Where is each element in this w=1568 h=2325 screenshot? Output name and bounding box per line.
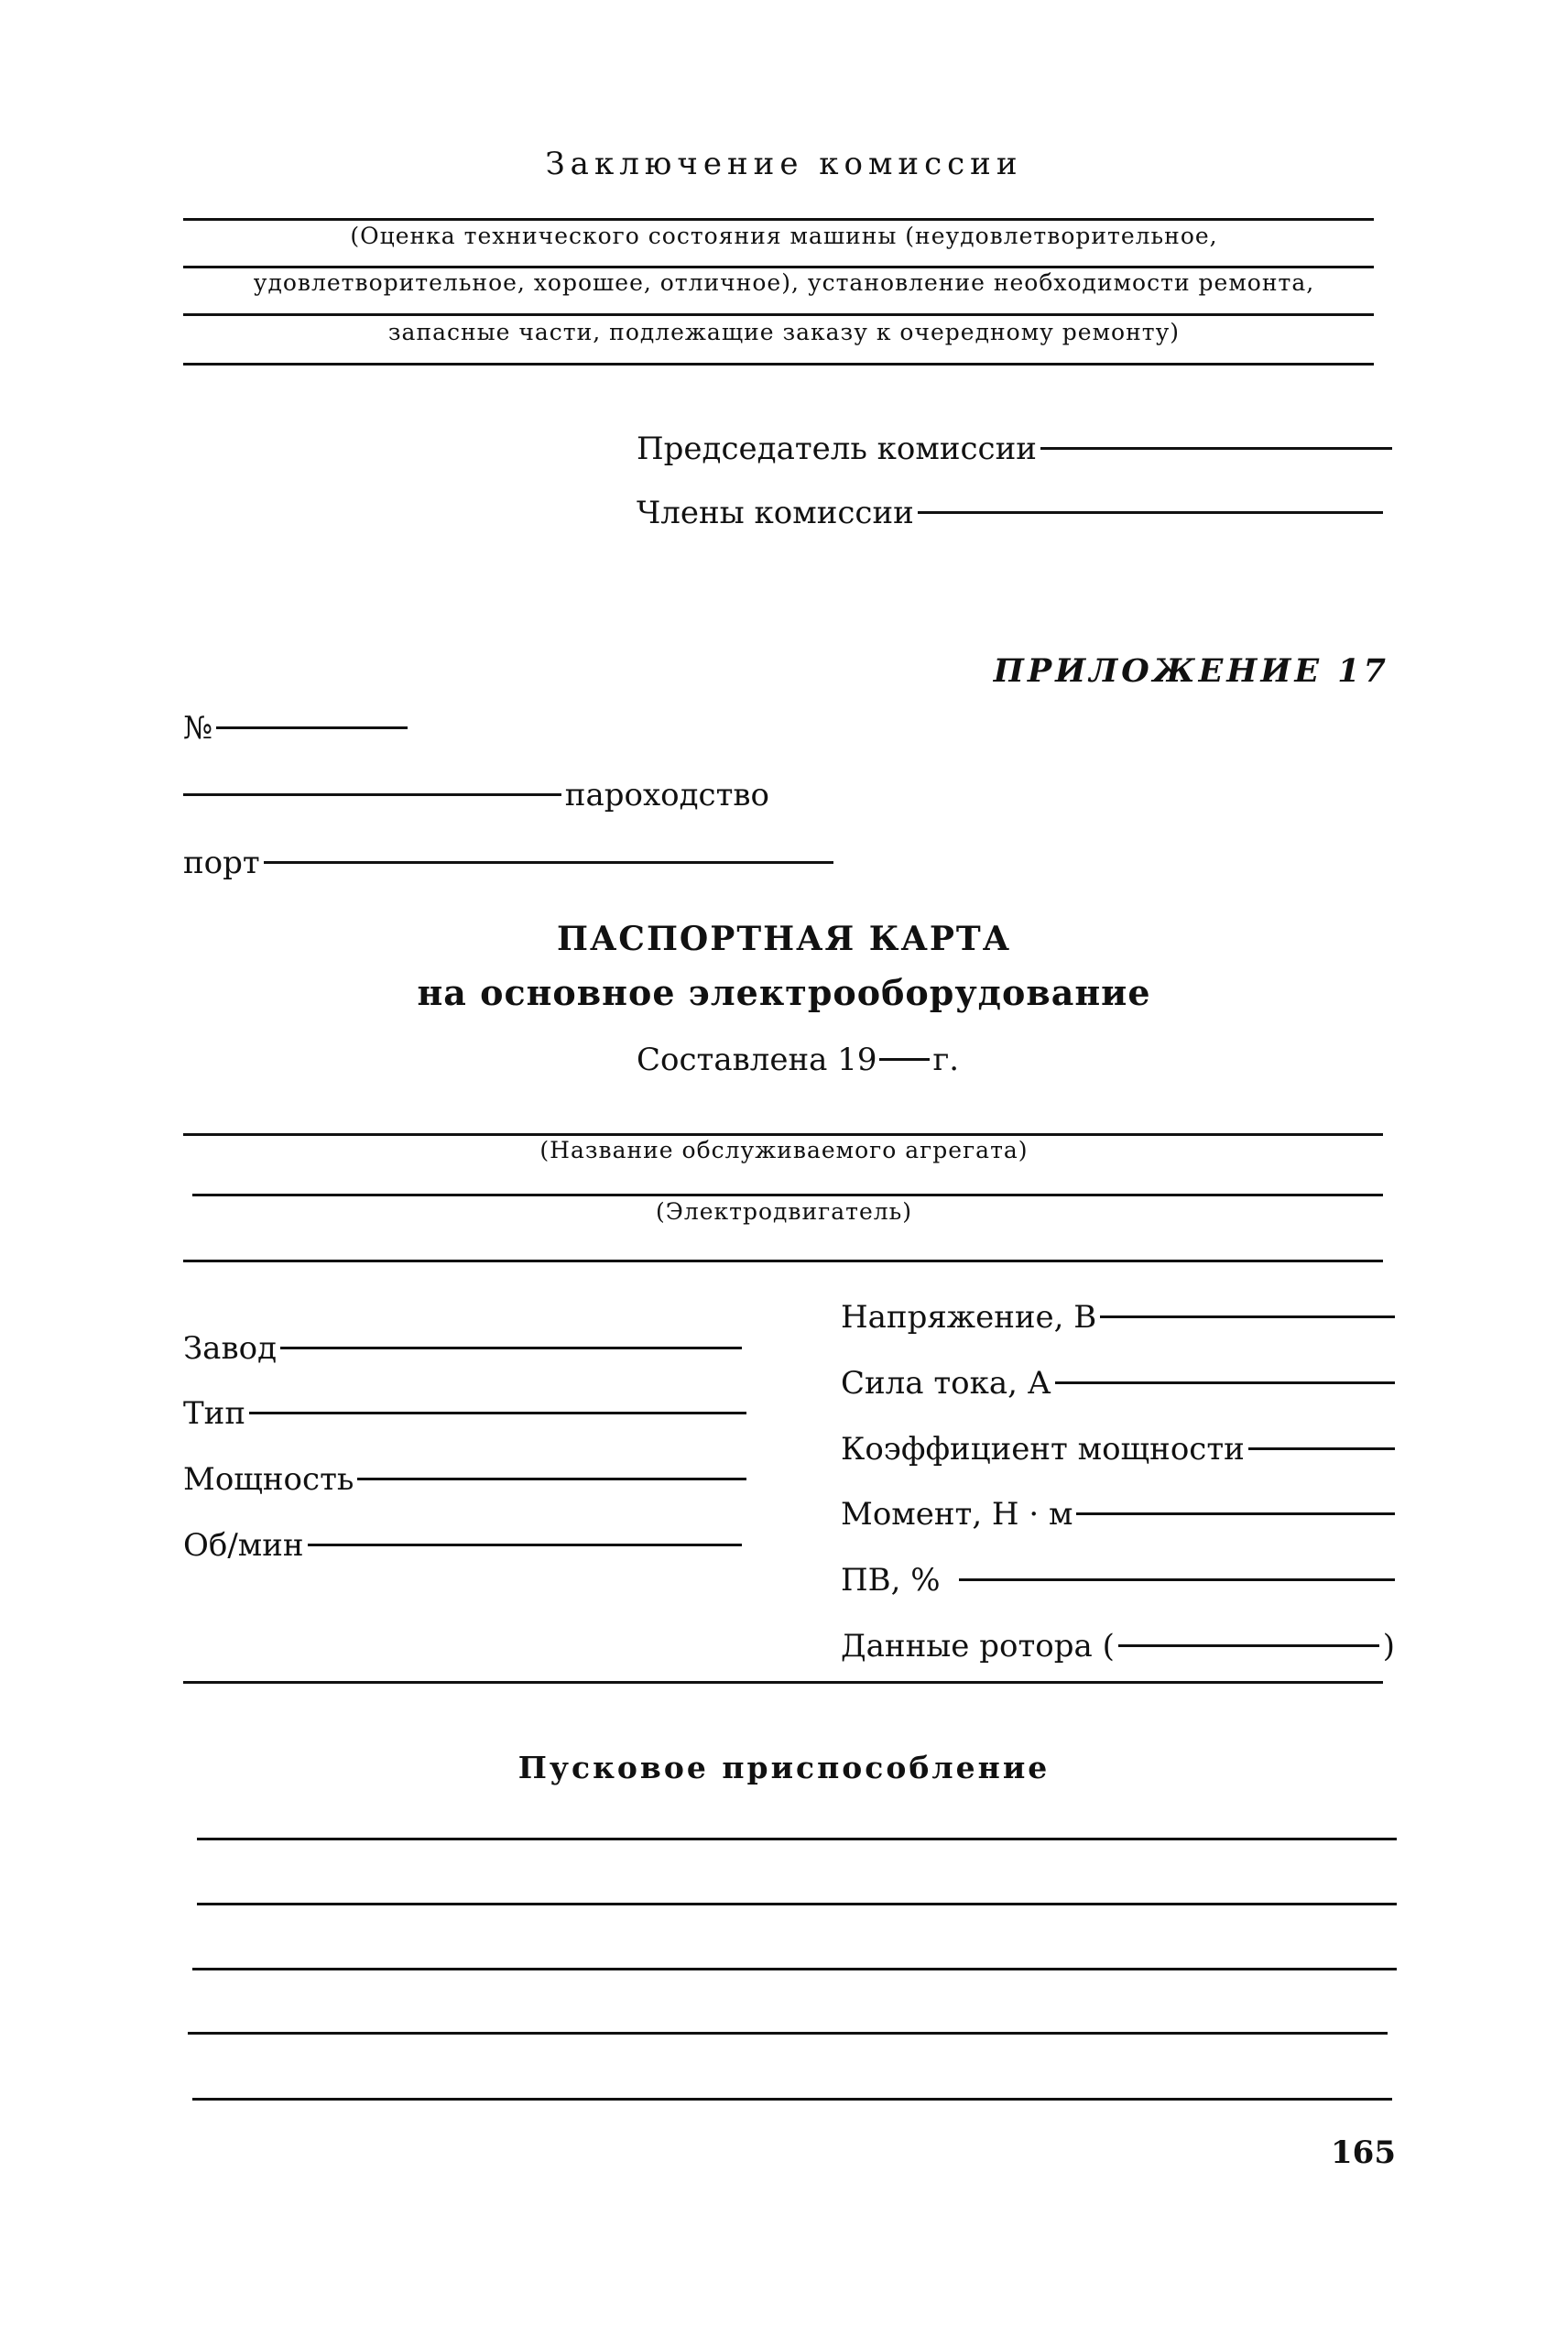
field-label: ПВ, %: [841, 1562, 941, 1599]
field-type: [183, 1395, 746, 1432]
conclusion-line-3[interactable]: [183, 313, 1374, 316]
chairman-signature-line[interactable]: [1040, 447, 1392, 450]
company-field-line[interactable]: [183, 793, 561, 796]
field-input-line[interactable]: [1248, 1447, 1395, 1450]
field-label: Данные ротора (: [841, 1628, 1115, 1665]
field-torque: [841, 1496, 1395, 1533]
starter-line-5[interactable]: [192, 2098, 1392, 2101]
field-label: Завод: [183, 1330, 277, 1367]
unit-caption: (Название обслуживаемого агрегата): [539, 1137, 1029, 1163]
field-voltage: [841, 1299, 1395, 1336]
number-row: [183, 710, 408, 747]
field-label: Момент, Н · м: [841, 1496, 1073, 1533]
field-label: Мощность: [183, 1461, 354, 1498]
conclusion-heading: Заключение комиссии: [545, 146, 1023, 182]
starter-heading: Пусковое приспособление: [517, 1750, 1051, 1785]
conclusion-caption-1: (Оценка технического состояния машины (неудовлетворительное,: [350, 223, 1218, 249]
motor-line[interactable]: [192, 1194, 1383, 1196]
unit-line[interactable]: [183, 1133, 1383, 1136]
field-label: Коэффициент мощности: [841, 1431, 1245, 1468]
field-input-line[interactable]: [357, 1478, 746, 1480]
field-label: Об/мин: [183, 1527, 304, 1564]
field-label: Напряжение, В: [841, 1299, 1097, 1336]
appendix-title: ПРИЛОЖЕНИЕ 17: [993, 652, 1389, 690]
conclusion-line-2[interactable]: [183, 266, 1374, 268]
chairman-label: Председатель комиссии: [637, 431, 1037, 467]
field-label: Тип: [183, 1395, 245, 1432]
field-input-line[interactable]: [959, 1578, 1395, 1581]
compiled-suffix: г.: [932, 1042, 960, 1078]
port-label: порт: [183, 845, 260, 881]
members-row: [637, 495, 1383, 531]
members-signature-line[interactable]: [918, 511, 1383, 514]
field-rotor-data: [841, 1628, 1395, 1665]
number-field-line[interactable]: [216, 726, 408, 729]
field-power: [183, 1461, 746, 1498]
company-label: пароходство: [564, 777, 769, 813]
port-field-line[interactable]: [264, 861, 833, 864]
compiled-year-line[interactable]: [879, 1057, 930, 1061]
field-input-line[interactable]: [1055, 1381, 1395, 1384]
field-input-line[interactable]: [308, 1544, 742, 1546]
members-label: Члены комиссии: [637, 495, 914, 531]
field-zavod: [183, 1330, 742, 1367]
port-row: [183, 845, 833, 881]
starter-line-2[interactable]: [197, 1903, 1397, 1905]
field-rpm: [183, 1527, 742, 1564]
starter-line-4[interactable]: [188, 2032, 1388, 2035]
motor-line-2[interactable]: [183, 1260, 1383, 1262]
field-label-close: ): [1382, 1628, 1395, 1665]
field-input-line[interactable]: [249, 1412, 746, 1414]
field-label: Сила тока, А: [841, 1365, 1051, 1402]
field-input-line[interactable]: [1076, 1512, 1395, 1515]
field-duty-cycle: [841, 1562, 1395, 1599]
conclusion-caption-3: запасные части, подлежащие заказу к очередному ремонту): [387, 319, 1181, 345]
compiled-prefix: Составлена 19: [637, 1042, 877, 1078]
starter-line-1[interactable]: [197, 1838, 1397, 1840]
conclusion-line-1[interactable]: [183, 218, 1374, 221]
passport-subtitle: на основное электрооборудование: [417, 972, 1151, 1013]
motor-caption: (Электродвигатель): [655, 1198, 913, 1225]
page-number: 165: [1331, 2134, 1396, 2171]
conclusion-line-4[interactable]: [183, 363, 1374, 366]
motor-section-end-line: [183, 1681, 1383, 1684]
number-label: №: [183, 710, 213, 747]
field-input-line[interactable]: [1100, 1315, 1395, 1318]
field-input-line[interactable]: [1118, 1644, 1379, 1647]
starter-line-3[interactable]: [192, 1968, 1397, 1970]
chairman-row: [637, 431, 1392, 467]
company-row: [183, 777, 769, 813]
compiled-row: [637, 1042, 959, 1078]
field-input-line[interactable]: [280, 1347, 742, 1349]
field-power-factor: [841, 1431, 1395, 1468]
conclusion-caption-2: удовлетворительное, хорошее, отличное), установление необходимости ремонта,: [253, 269, 1315, 296]
passport-title: ПАСПОРТНАЯ КАРТА: [556, 920, 1012, 958]
field-current: [841, 1365, 1395, 1402]
